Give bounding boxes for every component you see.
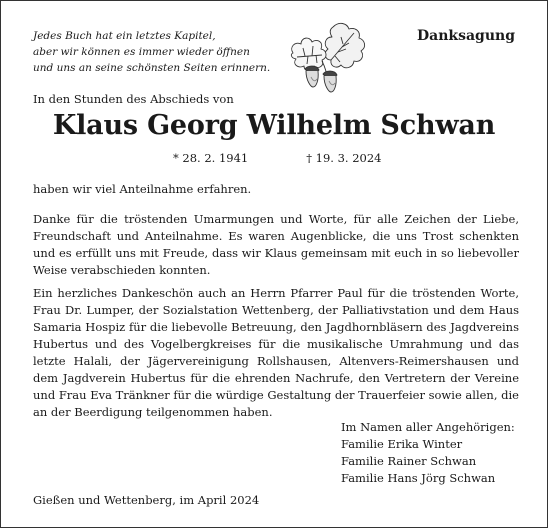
- notice-heading: Danksagung: [417, 28, 515, 44]
- signature-line: Familie Erika Winter: [341, 437, 463, 451]
- intro-line: In den Stunden des Abschieds von: [33, 92, 234, 106]
- motto-line: und uns an seine schönsten Seiten erinnern.: [33, 62, 271, 74]
- paragraph: haben wir viel Anteilnahme erfahren.: [33, 182, 252, 196]
- motto-line: aber wir können es immer wieder öffnen: [33, 46, 250, 58]
- life-dates: [173, 151, 382, 165]
- paragraph: Danke für die tröstenden Umarmungen und Worte, für alle Zeichen der Liebe, Freundschaft und Anteilnahme. Es waren Augenblicke, die uns Trost schenkten und es erfüllt uns mit Freude, dass wir Klaus gemeinsam mit euch in so liebevoller Weise verabschieden konnten.: [33, 212, 519, 277]
- deceased-name: Klaus Georg Wilhelm Schwan: [52, 110, 496, 141]
- motto-line: Jedes Buch hat ein letztes Kapitel,: [33, 30, 216, 42]
- signature-line: Familie Hans Jörg Schwan: [341, 471, 496, 485]
- birth-date: * 28. 2. 1941: [173, 151, 249, 165]
- oak-leaves-acorns-icon: [275, 19, 375, 97]
- signature-line: Im Namen aller Angehörigen:: [341, 420, 515, 434]
- paragraph: Ein herzliches Dankeschön auch an Herrn Pfarrer Paul für die tröstenden Worte, Frau Dr. Lumper, der Sozialstation Wettenberg, der Palliativstation und dem Haus Samaria Hospiz für die liebevolle Betreuung, den Jagdhornbläsern des Jagdvereins Hubertus und des Vogelbergkreises für die musikalische Umrahmung und das letzte Halali, der Jägervereinigung Rollshausen, Altenvers-Reimershausen und dem Jagdverein Hubertus für die ehrenden Nachrufe, den Vertretern der Vereine und Frau Eva Tränkner für die würdige Gestaltung der Trauerfeier sowie allen, die an der Beerdigung teilgenommen haben.: [33, 286, 519, 419]
- death-date: † 19. 3. 2024: [306, 151, 382, 165]
- place-date: Gießen und Wettenberg, im April 2024: [33, 493, 260, 507]
- motto-quote: [33, 28, 293, 76]
- signature-block: [341, 419, 515, 487]
- signature-line: Familie Rainer Schwan: [341, 454, 477, 468]
